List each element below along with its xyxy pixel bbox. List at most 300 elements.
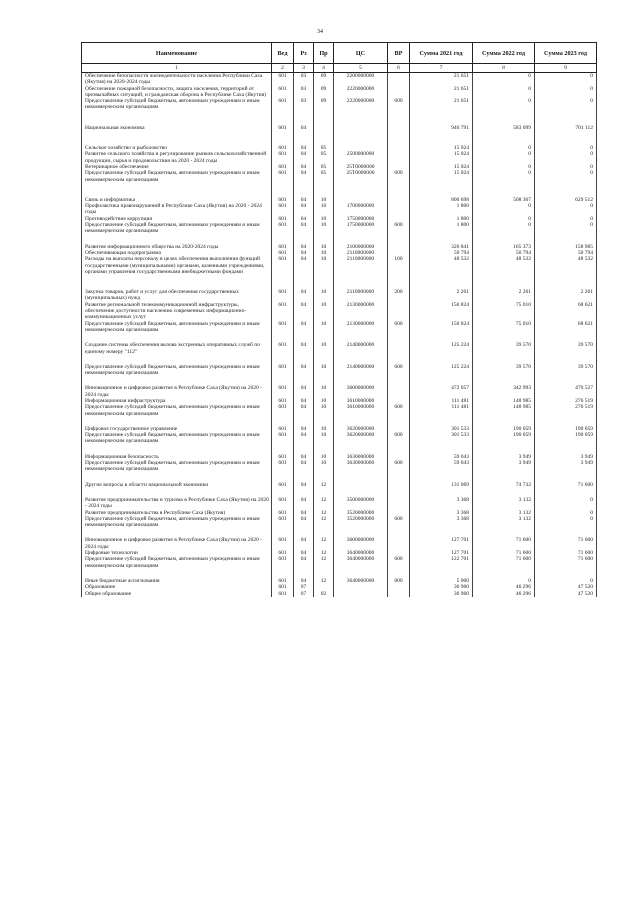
table-row [82,98,597,111]
row-sum-2022: 0 [473,164,535,170]
table-row [82,151,597,164]
table-row [82,86,597,99]
row-sum-2021: 1 800 [410,203,473,216]
spacer-cell [272,111,294,125]
row-name: Информационная безопасность [82,454,272,460]
row-sum-2022: 3 132 [473,510,535,516]
row-sum-2023: 190 059 [535,426,597,432]
row-ved: 601 [272,244,294,250]
row-rz: 04 [294,404,314,417]
spacer-cell [334,569,388,578]
spacer-cell [535,131,597,145]
table-row [82,170,597,183]
spacer-cell [82,569,272,578]
spacer-cell [535,488,597,497]
row-ved: 601 [272,537,294,550]
spacer-cell [473,417,535,426]
row-sum-2021: 472 057 [410,385,473,398]
spacer-cell [294,569,314,578]
row-rz: 04 [294,516,314,529]
spacer-cell [388,131,410,145]
row-rz: 04 [294,145,314,151]
row-cs: 2110000000 [334,250,388,256]
row-sum-2022: 3 132 [473,497,535,510]
row-name: Обеспечивающая подпрограмма [82,250,272,256]
row-sum-2021: 5 000 [410,578,473,584]
row-name: Предоставление субсидий бюджетным, автономным учреждениям и иным некоммерческим организациям [82,516,272,529]
row-name: Обеспечение безопасности жизнедеятельности населения Республики Саха (Якутия) на 2020-2024 годы [82,73,272,86]
spacer-cell [334,183,388,197]
row-sum-2021: 36 960 [410,591,473,597]
spacer-cell [410,131,473,145]
row-ved: 601 [272,516,294,529]
spacer-cell [473,183,535,197]
row-vr: 200 [388,289,410,302]
row-rz: 04 [294,364,314,377]
row-ved: 601 [272,454,294,460]
header-rz: Рз [294,43,314,64]
spacer-cell [334,473,388,482]
spacer-cell [410,183,473,197]
spacer-cell [473,473,535,482]
row-sum-2023: 158 985 [535,244,597,250]
row-sum-2022: 0 [473,216,535,222]
spacer-cell [294,111,314,125]
row-cs: 2140000000 [334,364,388,377]
spacer-cell [294,355,314,364]
spacer-cell [334,131,388,145]
row-cs: 3520000000 [334,516,388,529]
row-sum-2023: 0 [535,151,597,164]
row-sum-2023: 0 [535,497,597,510]
spacer-cell [82,333,272,342]
table-body [82,73,597,597]
row-vr [388,497,410,510]
row-rz: 04 [294,151,314,164]
row-cs: 3600000000 [334,385,388,398]
row-name: Информационная инфраструктура [82,398,272,404]
row-sum-2021: 111 481 [410,398,473,404]
spacer-cell [535,473,597,482]
row-spacer [82,445,597,454]
spacer-cell [334,275,388,289]
row-spacer [82,488,597,497]
row-rz: 04 [294,385,314,398]
row-name: Предоставление субсидий бюджетным, автономным учреждениям и иным некоммерческим организациям [82,321,272,334]
row-ved: 601 [272,398,294,404]
spacer-cell [473,111,535,125]
row-name: Связь и информатика [82,197,272,203]
row-sum-2023: 39 570 [535,364,597,377]
row-cs: 2130000000 [334,321,388,334]
row-cs: 3500000000 [334,497,388,510]
table-row [82,404,597,417]
header-name: Наименование [82,43,272,64]
row-sum-2021: 15 024 [410,164,473,170]
row-sum-2023: 71 600 [535,537,597,550]
row-pr: 12 [314,550,334,556]
row-vr: 600 [388,460,410,473]
spacer-cell [535,376,597,385]
row-sum-2023: 0 [535,510,597,516]
row-sum-2022: 75 010 [473,321,535,334]
page-number: 34 [317,29,323,35]
spacer-cell [410,111,473,125]
row-ved: 601 [272,125,294,131]
row-name: Развитие информационного общества на 2020-2024 годы [82,244,272,250]
row-spacer [82,417,597,426]
row-vr [388,342,410,355]
spacer-cell [388,488,410,497]
spacer-cell [388,528,410,537]
row-rz: 04 [294,197,314,203]
spacer-cell [334,376,388,385]
row-rz: 04 [294,398,314,404]
spacer-cell [535,528,597,537]
row-sum-2023: 629 512 [535,197,597,203]
row-cs: 2110000000 [334,289,388,302]
table-row [82,302,597,321]
row-rz: 04 [294,256,314,275]
row-rz: 04 [294,432,314,445]
row-sum-2023: 470 527 [535,385,597,398]
row-name: Предоставление субсидий бюджетным, автономным учреждениям и иным некоммерческим организациям [82,170,272,183]
row-sum-2022: 0 [473,578,535,584]
row-sum-2022: 0 [473,170,535,183]
row-cs: 3640000000 [334,578,388,584]
row-sum-2023: 50 794 [535,250,597,256]
spacer-cell [334,528,388,537]
row-name: Обеспечение пожарной безопасности, защита населения, территорий от чрезвычайных ситуаций, и гражданская оборона в Республике Саха (Якутия) [82,86,272,99]
row-name: Противодействие коррупции [82,216,272,222]
row-name: Предоставление субсидий бюджетным, автономным учреждениям и иным некоммерческим организациям [82,460,272,473]
row-sum-2021: 150 824 [410,302,473,321]
spacer-cell [473,131,535,145]
spacer-cell [272,183,294,197]
spacer-cell [535,445,597,454]
spacer-cell [473,235,535,244]
row-sum-2023: 68 621 [535,321,597,334]
spacer-cell [294,445,314,454]
spacer-cell [410,235,473,244]
row-sum-2023: 47 520 [535,584,597,590]
row-rz: 03 [294,98,314,111]
spacer-cell [410,275,473,289]
row-pr: 10 [314,454,334,460]
row-rz: 04 [294,244,314,250]
row-sum-2022: 48 532 [473,256,535,275]
row-vr: 600 [388,516,410,529]
spacer-cell [388,111,410,125]
row-name: Предоставление субсидий бюджетным, автономным учреждениям и иным некоммерческим организациям [82,98,272,111]
row-pr: 10 [314,432,334,445]
row-rz: 03 [294,73,314,86]
table-row [82,432,597,445]
spacer-cell [82,355,272,364]
row-name: Общее образование [82,591,272,597]
row-sum-2022: 0 [473,73,535,86]
row-sum-2022: 0 [473,145,535,151]
row-vr [388,73,410,86]
spacer-cell [410,569,473,578]
row-cs: 25Т0000000 [334,170,388,183]
spacer-cell [535,183,597,197]
row-name: Развитие сельского хозяйства и регулирование рынков сельскохозяйственной продукции, сырья и продовольствия на 2020 - 2024 годы [82,151,272,164]
spacer-cell [410,473,473,482]
row-sum-2022: 46 296 [473,591,535,597]
row-ved: 601 [272,151,294,164]
table-row [82,203,597,216]
row-cs: 1700000000 [334,203,388,216]
row-name: Предоставление субсидий бюджетным, автономным учреждениям и иным некоммерческим организациям [82,432,272,445]
spacer-cell [272,333,294,342]
row-sum-2022: 74 732 [473,482,535,488]
spacer-cell [314,275,334,289]
spacer-cell [272,376,294,385]
row-pr: 05 [314,164,334,170]
row-name: Создание системы обеспечения вызова экстренных оперативных служб по единому номеру "112" [82,342,272,355]
row-sum-2022: 148 985 [473,398,535,404]
row-pr: 10 [314,197,334,203]
spacer-cell [294,376,314,385]
row-rz: 04 [294,510,314,516]
row-ved: 601 [272,86,294,99]
row-sum-2021: 131 069 [410,482,473,488]
row-sum-2022: 3 949 [473,454,535,460]
row-name: Предоставление субсидий бюджетным, автономным учреждениям и иным некоммерческим организациям [82,222,272,235]
row-ved: 601 [272,73,294,86]
row-cs: 1750000000 [334,222,388,235]
spacer-cell [334,355,388,364]
spacer-cell [410,355,473,364]
row-pr: 10 [314,216,334,222]
spacer-cell [294,417,314,426]
row-sum-2022: 0 [473,203,535,216]
budget-table-container [81,42,596,597]
row-sum-2022: 0 [473,86,535,99]
row-pr: 12 [314,482,334,488]
row-sum-2022: 2 261 [473,289,535,302]
row-vr [388,86,410,99]
row-ved: 601 [272,222,294,235]
row-name: Цифровое государственное управление [82,426,272,432]
row-cs: 2110000000 [334,256,388,275]
row-ved: 601 [272,98,294,111]
row-pr: 05 [314,151,334,164]
row-rz: 04 [294,342,314,355]
row-sum-2022: 71 600 [473,550,535,556]
spacer-cell [535,417,597,426]
budget-table [81,42,597,597]
row-pr: 12 [314,556,334,569]
row-sum-2021: 326 841 [410,244,473,250]
spacer-cell [473,445,535,454]
row-cs: 3630000000 [334,454,388,460]
row-vr: 600 [388,556,410,569]
row-pr: 09 [314,73,334,86]
row-sum-2023: 0 [535,216,597,222]
row-sum-2022: 190 059 [473,426,535,432]
spacer-cell [314,376,334,385]
row-sum-2022: 3 949 [473,460,535,473]
row-ved: 601 [272,497,294,510]
row-spacer [82,473,597,482]
row-vr: 600 [388,404,410,417]
row-sum-2021: 3 368 [410,497,473,510]
spacer-cell [535,111,597,125]
row-pr: 12 [314,516,334,529]
spacer-cell [473,355,535,364]
row-pr: 10 [314,321,334,334]
row-cs: 2130000000 [334,302,388,321]
row-rz: 04 [294,125,314,131]
spacer-cell [272,131,294,145]
row-ved: 601 [272,342,294,355]
row-sum-2021: 21 651 [410,98,473,111]
row-name: Закупка товаров, работ и услуг для обеспечения государственных (муниципальных) нужд [82,289,272,302]
row-name: Сельское хозяйство и рыболовство [82,145,272,151]
row-sum-2023: 2 261 [535,289,597,302]
spacer-cell [334,488,388,497]
row-sum-2021: 48 532 [410,256,473,275]
table-row [82,556,597,569]
row-sum-2022: 0 [473,151,535,164]
row-spacer [82,355,597,364]
row-pr: 10 [314,426,334,432]
row-ved: 601 [272,584,294,590]
row-sum-2021: 59 043 [410,454,473,460]
row-rz: 04 [294,164,314,170]
row-ved: 601 [272,578,294,584]
spacer-cell [314,473,334,482]
spacer-cell [314,528,334,537]
row-cs: 2220000000 [334,98,388,111]
row-name: Национальная экономика [82,125,272,131]
row-sum-2023: 0 [535,203,597,216]
row-name: Расходы на выплаты персоналу в целях обеспечения выполнения функций государственными (муниципальными) органами, казенными учреждениями, органами управления государственными внебюджетными фондами [82,256,272,275]
spacer-cell [388,235,410,244]
spacer-cell [410,417,473,426]
table-header [82,43,597,73]
spacer-cell [82,473,272,482]
spacer-cell [294,488,314,497]
spacer-cell [272,445,294,454]
row-name: Предоставление субсидий бюджетным, автономным учреждениям и иным некоммерческим организациям [82,364,272,377]
spacer-cell [294,275,314,289]
row-sum-2023: 0 [535,170,597,183]
spacer-cell [388,275,410,289]
row-sum-2022: 0 [473,98,535,111]
table-row [82,321,597,334]
row-ved: 601 [272,556,294,569]
spacer-cell [314,488,334,497]
spacer-cell [294,473,314,482]
spacer-cell [82,417,272,426]
row-sum-2021: 1 800 [410,222,473,235]
row-pr: 09 [314,86,334,99]
row-rz: 04 [294,170,314,183]
spacer-cell [294,333,314,342]
row-pr: 10 [314,302,334,321]
row-sum-2021: 15 024 [410,170,473,183]
column-number: 5 [334,64,388,73]
row-pr: 12 [314,537,334,550]
spacer-cell [535,235,597,244]
row-ved: 601 [272,170,294,183]
row-pr: 10 [314,385,334,398]
row-cs: 25Т0000000 [334,164,388,170]
row-ved: 601 [272,550,294,556]
row-sum-2021: 21 651 [410,86,473,99]
spacer-cell [272,528,294,537]
row-vr: 600 [388,222,410,235]
row-sum-2022: 583 099 [473,125,535,131]
row-vr: 800 [388,578,410,584]
row-sum-2021: 1 800 [410,216,473,222]
table-row [82,256,597,275]
spacer-cell [272,275,294,289]
row-sum-2021: 800 698 [410,197,473,203]
row-sum-2022: 148 985 [473,404,535,417]
row-sum-2021: 2 261 [410,289,473,302]
spacer-cell [314,131,334,145]
row-cs: 2100000000 [334,244,388,250]
row-sum-2021: 36 960 [410,584,473,590]
table-row [82,591,597,597]
row-sum-2023: 39 570 [535,342,597,355]
row-rz: 04 [294,289,314,302]
row-sum-2022: 342 993 [473,385,535,398]
table-row [82,385,597,398]
row-name: Развитие предпринимательства в Республике Саха (Якутия) [82,510,272,516]
spacer-cell [82,488,272,497]
spacer-cell [388,473,410,482]
row-sum-2021: 50 794 [410,250,473,256]
row-rz: 04 [294,556,314,569]
row-vr [388,151,410,164]
row-rz: 04 [294,454,314,460]
spacer-cell [314,445,334,454]
row-sum-2021: 21 651 [410,73,473,86]
row-cs: 3520000000 [334,510,388,516]
row-rz: 04 [294,222,314,235]
spacer-cell [314,111,334,125]
row-rz: 07 [294,584,314,590]
spacer-cell [294,235,314,244]
row-name: Цифровые технологии [82,550,272,556]
row-cs: 1750000000 [334,216,388,222]
row-cs: 3610000000 [334,404,388,417]
row-sum-2023: 0 [535,86,597,99]
row-sum-2021: 127 701 [410,550,473,556]
row-pr: 12 [314,510,334,516]
row-sum-2021: 122 701 [410,556,473,569]
row-cs: 3620000000 [334,432,388,445]
row-cs: 2200000000 [334,73,388,86]
row-cs: 3610000000 [334,398,388,404]
row-rz: 04 [294,302,314,321]
row-rz: 04 [294,321,314,334]
row-sum-2023: 68 621 [535,302,597,321]
row-pr: 10 [314,342,334,355]
column-number: 2 [272,64,294,73]
spacer-cell [473,528,535,537]
spacer-cell [314,183,334,197]
row-sum-2022: 71 600 [473,556,535,569]
row-rz: 04 [294,250,314,256]
row-sum-2021: 150 824 [410,321,473,334]
column-number: 3 [294,64,314,73]
